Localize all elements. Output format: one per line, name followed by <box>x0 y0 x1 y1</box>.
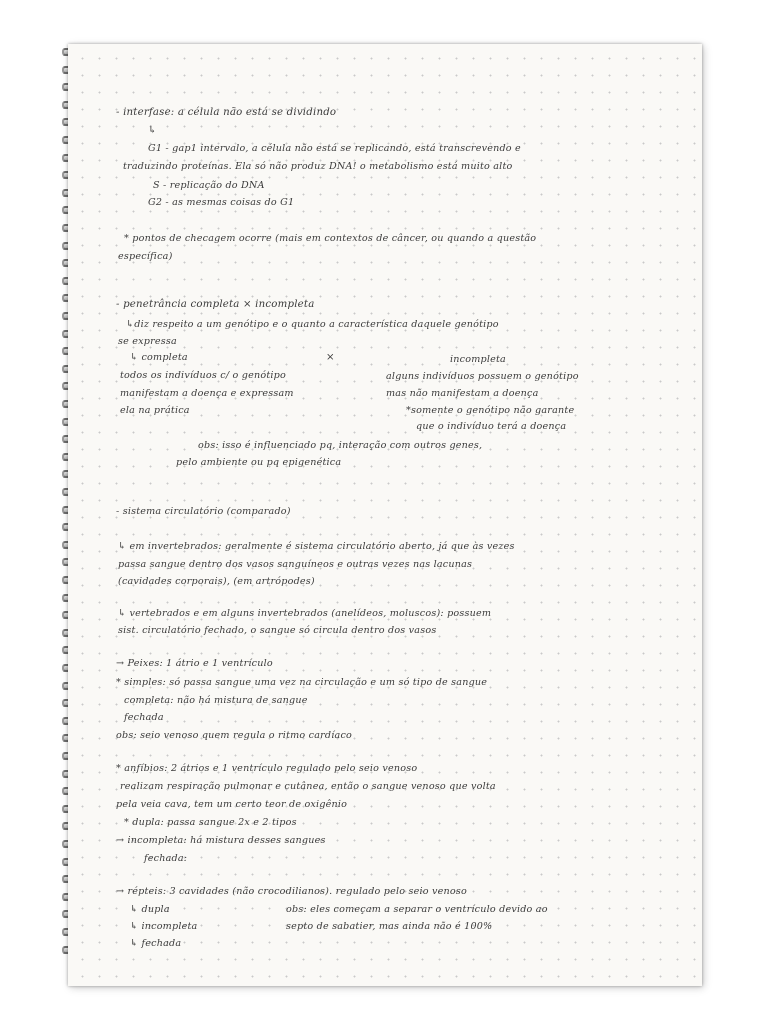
note-line: S - replicação do DNA <box>153 180 265 191</box>
note-line: incompleta <box>450 354 506 365</box>
note-line: ↳ em invertebrados: geralmente é sistema circulatório aberto, já que às vezes <box>118 541 515 552</box>
note-line: que o indivíduo terá a doença <box>416 421 567 432</box>
note-line: passa sangue dentro dos vasos sanguíneos e outras vezes nas lacunas <box>118 559 473 570</box>
note-line: realizam respiração pulmonar e cutânea, então o sangue venoso que volta <box>120 781 496 792</box>
note-line: *somente o genótipo não garante <box>406 405 575 416</box>
note-line: G1 - gap1 intervalo, a célula não está se replicando, está transcrevendo e <box>148 143 521 154</box>
note-line: → Peixes: 1 átrio e 1 ventrículo <box>116 658 273 669</box>
note-line: * pontos de checagem ocorre (mais em contextos de câncer, ou quando a questão <box>124 233 537 244</box>
note-line: - penetrância completa × incompleta <box>116 299 315 310</box>
note-line: todos os indivíduos c/ o genótipo <box>120 370 286 381</box>
note-line: * dupla: passa sangue 2x e 2 tipos <box>124 817 297 828</box>
note-line: sist. circulatório fechado, o sangue só circula dentro dos vasos <box>118 625 437 636</box>
note-line: obs: isso é influenciado pq, interação com outros genes, <box>198 440 483 451</box>
note-line: manifestam a doença e expressam <box>120 388 294 399</box>
note-line: obs: seio venoso quem regula o ritmo cardíaco <box>116 730 352 741</box>
note-line: traduzindo proteínas. Ela só não produz DNA! o metabolismo está muito alto <box>123 161 513 172</box>
note-line: - sistema circulatório (comparado) <box>116 506 291 517</box>
note-line: ↳ fechada <box>130 938 182 949</box>
note-line: ↳ incompleta <box>130 921 198 932</box>
note-line: * simples: só passa sangue uma vez na circulação e um só tipo de sangue <box>116 677 488 688</box>
note-line: ela na prática <box>120 405 190 416</box>
note-line: mas não manifestam a doença <box>386 388 539 399</box>
note-line: → incompleta: há mistura desses sangues <box>116 835 326 846</box>
note-line: septo de sabatier, mas ainda não é 100% <box>286 921 493 932</box>
note-line: pelo ambiente ou pq epigenética <box>176 457 342 468</box>
note-line: fechada <box>124 712 164 723</box>
notebook-page <box>68 44 702 986</box>
note-line: * anfíbios: 2 átrios e 1 ventrículo regulado pelo seio venoso <box>116 763 418 774</box>
note-line: → répteis: 3 cavidades (não crocodilianos). regulado pelo seio venoso <box>116 886 467 897</box>
note-line: alguns indivíduos possuem o genótipo <box>386 371 579 382</box>
note-line: ↳ vertebrados e em alguns invertebrados (anelídeos, moluscos): possuem <box>118 608 492 619</box>
note-line: se expressa <box>118 336 177 347</box>
note-line: G2 - as mesmas coisas do G1 <box>148 197 295 208</box>
note-line: ↳ completa <box>130 352 188 363</box>
note-line: específica) <box>118 251 173 262</box>
note-line: ↳ <box>148 125 157 136</box>
note-line: ↳diz respeito a um genótipo e o quanto a característica daquele genótipo <box>126 319 499 330</box>
note-line: fechada: <box>144 853 188 864</box>
note-line: (cavidades corporais), (em artrópodes) <box>118 576 315 587</box>
note-line: completa: não há mistura de sangue <box>124 695 308 706</box>
note-line: pela veia cava, tem um certo teor de oxigênio <box>116 799 348 810</box>
note-line: × <box>326 352 335 363</box>
note-line: ↳ dupla <box>130 904 170 915</box>
note-line: - interfase: a célula não está se dividindo <box>116 107 337 118</box>
note-line: obs: eles começam a separar o ventrículo devido ao <box>286 904 548 915</box>
